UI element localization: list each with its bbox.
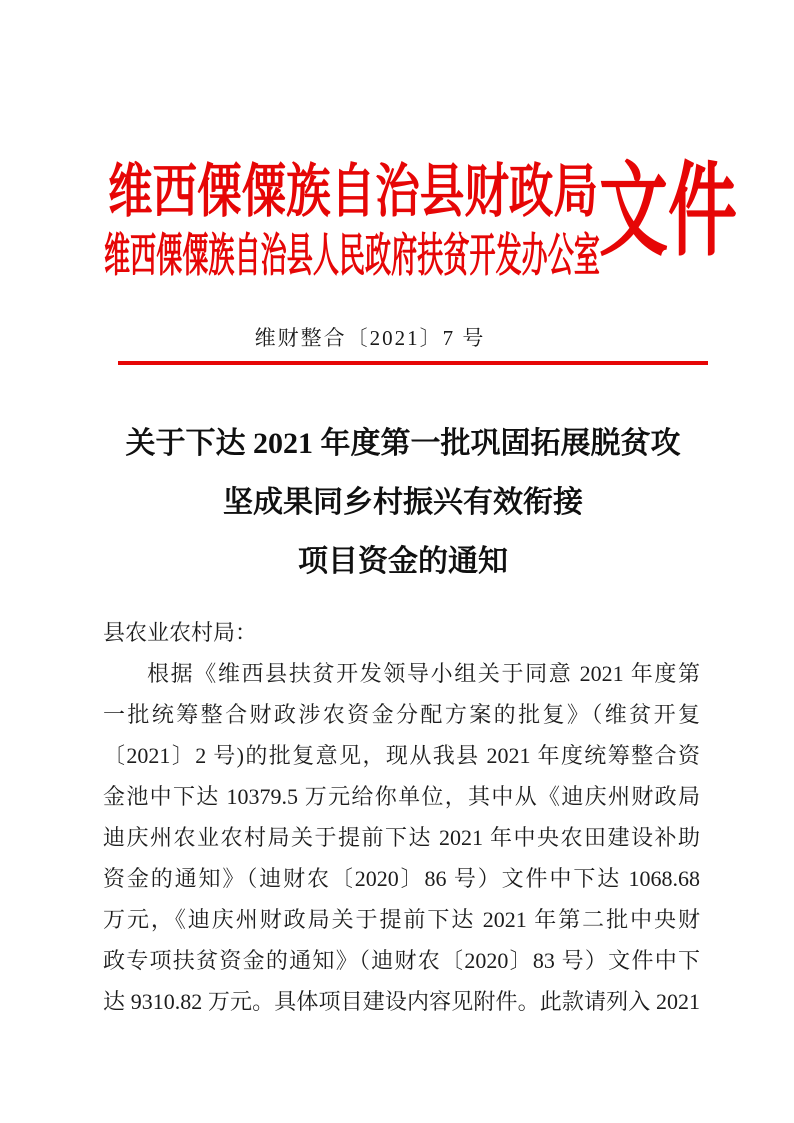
body-line: 金池中下达 10379.5 万元给你单位，其中从《迪庆州财政局 [103, 784, 700, 809]
document-title [103, 414, 703, 591]
agency-name-primary: 维西傈僳族自治县财政局 [108, 159, 598, 224]
body-line: 根据《维西县扶贫开发领导小组关于同意 2021 年度第 [147, 661, 700, 686]
body-line: 〔2021〕2 号)的批复意见，现从我县 2021 年度统筹整合资 [103, 743, 700, 768]
red-divider-line [118, 361, 708, 365]
body-line: 万元，《迪庆州财政局关于提前下达 2021 年第二批中央财 [103, 907, 700, 932]
document-title-line2: 坚成果同乡村振兴有效衔接 [223, 486, 583, 519]
body-line: 资金的通知》（迪财农〔2020〕86 号）文件中下达 1068.68 [103, 866, 700, 891]
document-title-line1: 关于下达 2021 年度第一批巩固拓展脱贫攻 [125, 427, 681, 460]
document-title-line3: 项目资金的通知 [298, 545, 508, 578]
salutation: 县农业农村局： [103, 620, 258, 645]
doc-type-label: 文件 [599, 156, 737, 269]
agency-name-secondary: 维西傈僳族自治县人民政府扶贫开发办公室 [104, 230, 600, 281]
body-line: 迪庆州农业农村局关于提前下达 2021 年中央农田建设补助 [103, 825, 700, 850]
document-body [103, 612, 700, 1022]
body-line: 一批统筹整合财政涉农资金分配方案的批复》（维贫开复 [103, 702, 700, 727]
body-line: 政专项扶贫资金的通知》（迪财农〔2020〕83 号）文件中下 [103, 948, 700, 973]
doc-number: 维财整合〔2021〕7 号 [254, 326, 486, 350]
body-line: 达 9310.82 万元。具体项目建设内容见附件。此款请列入 2021 [103, 989, 700, 1014]
